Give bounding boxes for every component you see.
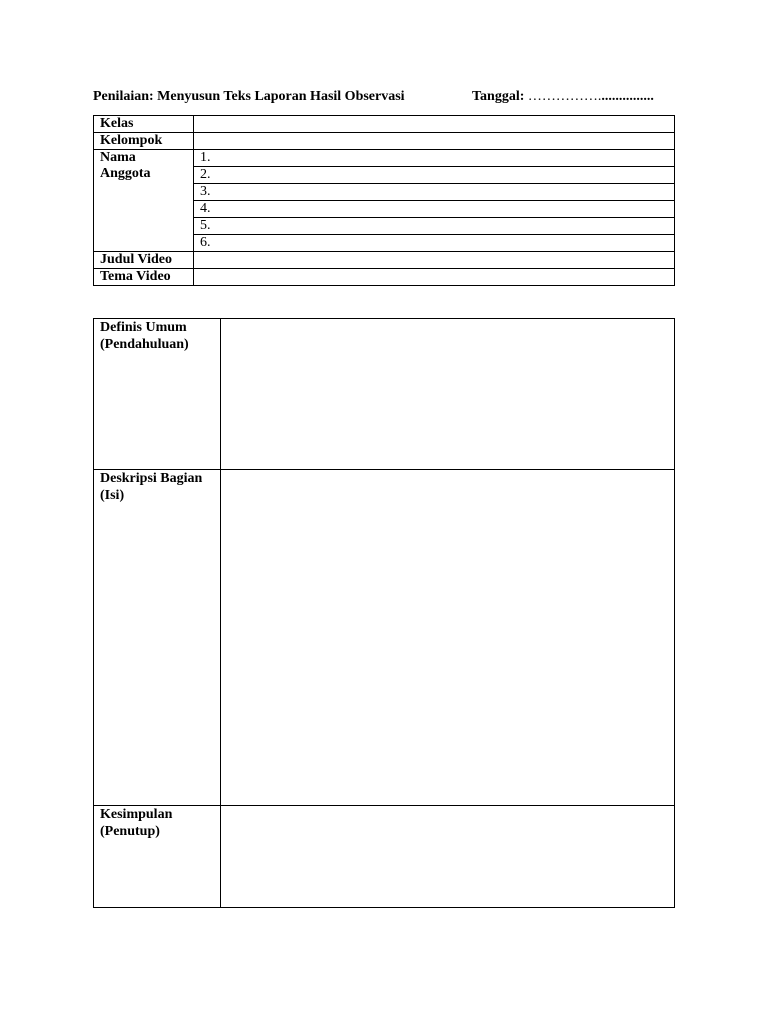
deskripsi-bagian-input-cell[interactable] bbox=[221, 470, 675, 806]
member-3-cell[interactable]: 3. bbox=[194, 184, 675, 201]
member-5-cell[interactable]: 5. bbox=[194, 218, 675, 235]
nama-anggota-label bbox=[94, 150, 194, 252]
table-row bbox=[94, 806, 675, 908]
page-header bbox=[93, 88, 675, 106]
kesimpulan-label bbox=[94, 806, 221, 908]
date-dots-bold: ............... bbox=[601, 89, 654, 104]
deskripsi-bagian-label bbox=[94, 470, 221, 806]
document-title: Penilaian: Menyusun Teks Laporan Hasil Observasi bbox=[93, 89, 405, 104]
row-label-line2: (Isi) bbox=[100, 488, 125, 503]
row-label-line1: Deskripsi Bagian bbox=[100, 471, 203, 486]
row-label-line2: (Pendahuluan) bbox=[100, 337, 189, 352]
member-2-cell[interactable]: 2. bbox=[194, 167, 675, 184]
definisi-umum-label bbox=[94, 319, 221, 470]
kesimpulan-input-cell[interactable] bbox=[221, 806, 675, 908]
table-row bbox=[94, 116, 675, 133]
table-row bbox=[94, 319, 675, 470]
date-label: Tanggal: bbox=[472, 89, 525, 104]
nama-label-line1: Nama bbox=[100, 150, 136, 165]
table-row bbox=[94, 150, 675, 167]
member-6-cell[interactable]: 6. bbox=[194, 235, 675, 252]
report-structure-table bbox=[93, 318, 675, 908]
date-field[interactable] bbox=[472, 88, 654, 106]
row-label-line2: (Penutup) bbox=[100, 824, 160, 839]
table-row bbox=[94, 252, 675, 269]
member-1-cell[interactable]: 1. bbox=[194, 150, 675, 167]
row-label-line1: Definis Umum bbox=[100, 320, 187, 335]
table-row bbox=[94, 470, 675, 806]
tema-video-label: Tema Video bbox=[94, 269, 194, 286]
table-row bbox=[94, 269, 675, 286]
table-row bbox=[94, 133, 675, 150]
definisi-umum-input-cell[interactable] bbox=[221, 319, 675, 470]
row-label-line1: Kesimpulan bbox=[100, 807, 173, 822]
group-info-table bbox=[93, 115, 675, 286]
kelas-input-cell[interactable] bbox=[194, 116, 675, 133]
judul-video-label: Judul Video bbox=[94, 252, 194, 269]
date-dots-plain: ……………. bbox=[527, 89, 602, 104]
kelompok-label: Kelompok bbox=[94, 133, 194, 150]
tema-video-input-cell[interactable] bbox=[194, 269, 675, 286]
member-4-cell[interactable]: 4. bbox=[194, 201, 675, 218]
nama-label-line2: Anggota bbox=[100, 166, 151, 181]
judul-video-input-cell[interactable] bbox=[194, 252, 675, 269]
kelompok-input-cell[interactable] bbox=[194, 133, 675, 150]
kelas-label: Kelas bbox=[94, 116, 194, 133]
